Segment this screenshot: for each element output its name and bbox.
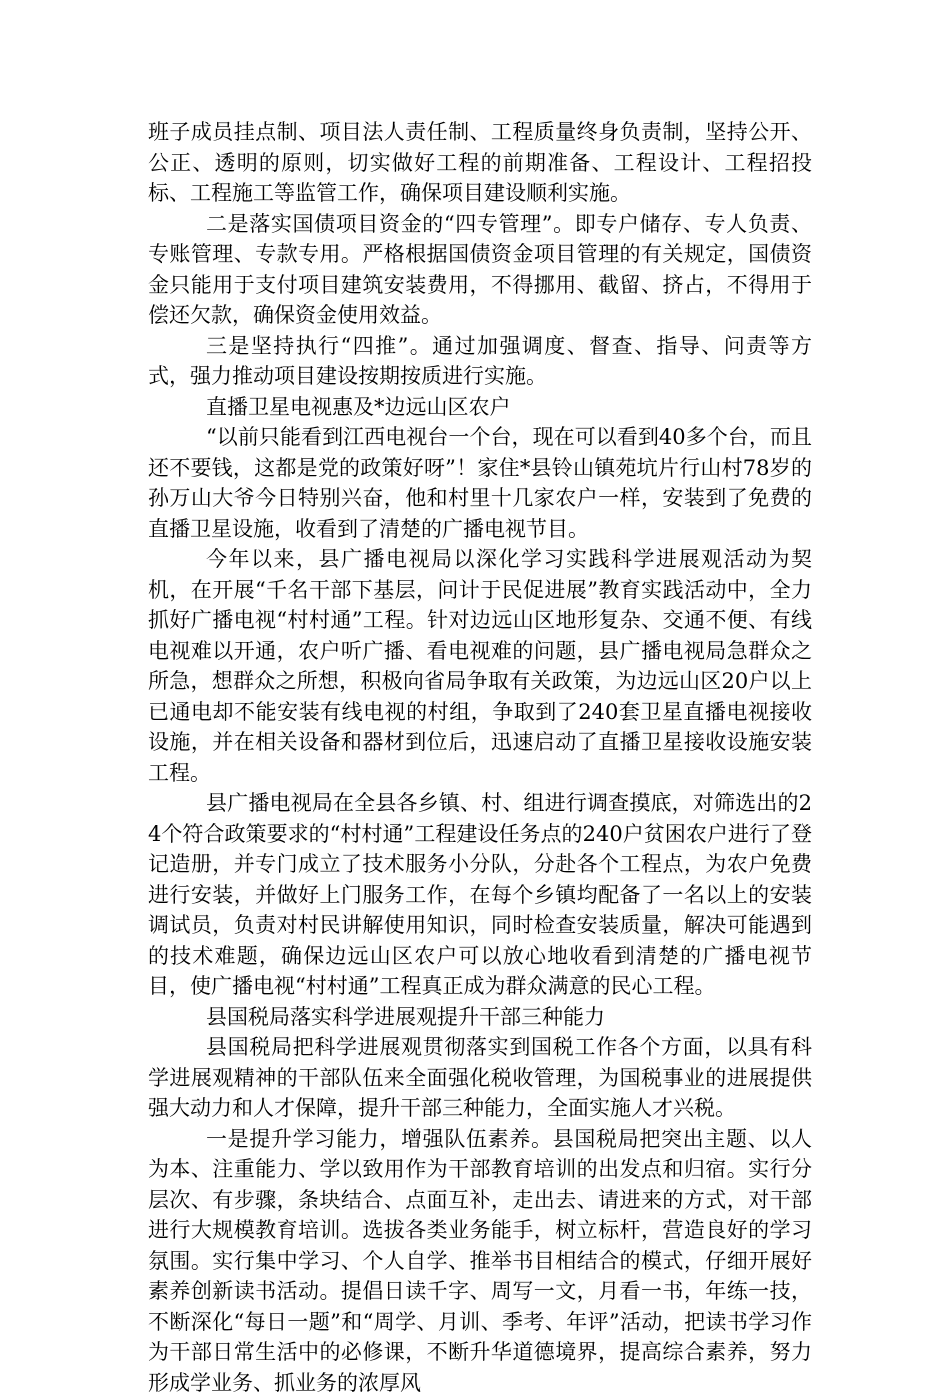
paragraph-quote-villager: “以前只能看到江西电视台一个台，现在可以看到40多个台，而且还不要钱，这都是党的政策好呀”！家住*县铃山镇苑坑片行山村78岁的孙万山大爷今日特别兴奋，他和村里十几家农户一样，安装到了免费的直播卫星设施，收看到了清楚的广播电视节目。	[148, 422, 812, 544]
section-heading-tax-bureau: 县国税局落实科学进展观提升干部三种能力	[148, 1002, 812, 1033]
paragraph-four-push: 三是坚持执行“四推”。通过加强调度、督查、指导、问责等方式，强力推动项目建设按期按质进行实施。	[148, 331, 812, 392]
paragraph-learning-ability: 一是提升学习能力，增强队伍素养。县国税局把突出主题、以人为本、注重能力、学以致用作为干部教育培训的出发点和归宿。实行分层次、有步骤，条块结合、点面互补，走出去、请进来的方式，对干部进行大规模教育培训。选拔各类业务能手，树立标杆，营造良好的学习氛围。实行集中学习、个人自学、推举书目相结合的模式，仔细开展好素养创新读书活动。提倡日读千字、周写一文，月看一书，年练一技，不断深化“每日一题”和“周学、月训、季考、年评”活动，把读书学习作为干部日常生活中的必修课，不断升华道德境界，提高综合素养，努力形成学业务、抓业务的浓厚风	[148, 1124, 812, 1398]
paragraph-tax-bureau-overview: 县国税局把科学进展观贯彻落实到国税工作各个方面，以具有科学进展观精神的干部队伍来全面强化税收管理，为国税事业的进展提供强大动力和人才保障，提升干部三种能力，全面实施人才兴税。	[148, 1032, 812, 1124]
paragraph-fund-management: 二是落实国债项目资金的“四专管理”。即专户储存、专人负责、专账管理、专款专用。严格根据国债资金项目管理的有关规定，国债资金只能用于支付项目建筑安装费用，不得挪用、截留、挤占，不得用于偿还欠款，确保资金使用效益。	[148, 209, 812, 331]
paragraph-continuation: 班子成员挂点制、项目法人责任制、工程质量终身负责制，坚持公开、公正、透明的原则，切实做好工程的前期准备、工程设计、工程招投标、工程施工等监管工作，确保项目建设顺利实施。	[148, 117, 812, 209]
section-heading-satellite-tv: 直播卫星电视惠及*边远山区农户	[148, 392, 812, 423]
paragraph-broadcast-bureau-initiative: 今年以来，县广播电视局以深化学习实践科学进展观活动为契机，在开展“千名干部下基层，问计于民促进展”教育实践活动中，全力抓好广播电视“村村通”工程。针对边远山区地形复杂、交通不便、有线电视难以开通，农户听广播、看电视难的问题，县广播电视局急群众之所急，想群众之所想，积极向省局争取有关政策，为边远山区20户以上已通电却不能安装有线电视的村组，争取到了240套卫星直播电视接收设施，并在相关设备和器材到位后，迅速启动了直播卫星接收设施安装工程。	[148, 544, 812, 788]
document-page	[148, 117, 812, 1398]
paragraph-installation-work: 县广播电视局在全县各乡镇、村、组进行调查摸底，对筛选出的24个符合政策要求的“村村通”工程建设任务点的240户贫困农户进行了登记造册，并专门成立了技术服务小分队，分赴各个工程点，为农户免费进行安装，并做好上门服务工作，在每个乡镇均配备了一名以上的安装调试员，负责对村民讲解使用知识，同时检查安装质量，解决可能遇到的技术难题，确保边远山区农户可以放心地收看到清楚的广播电视节目，使广播电视“村村通”工程真正成为群众满意的民心工程。	[148, 788, 812, 1002]
